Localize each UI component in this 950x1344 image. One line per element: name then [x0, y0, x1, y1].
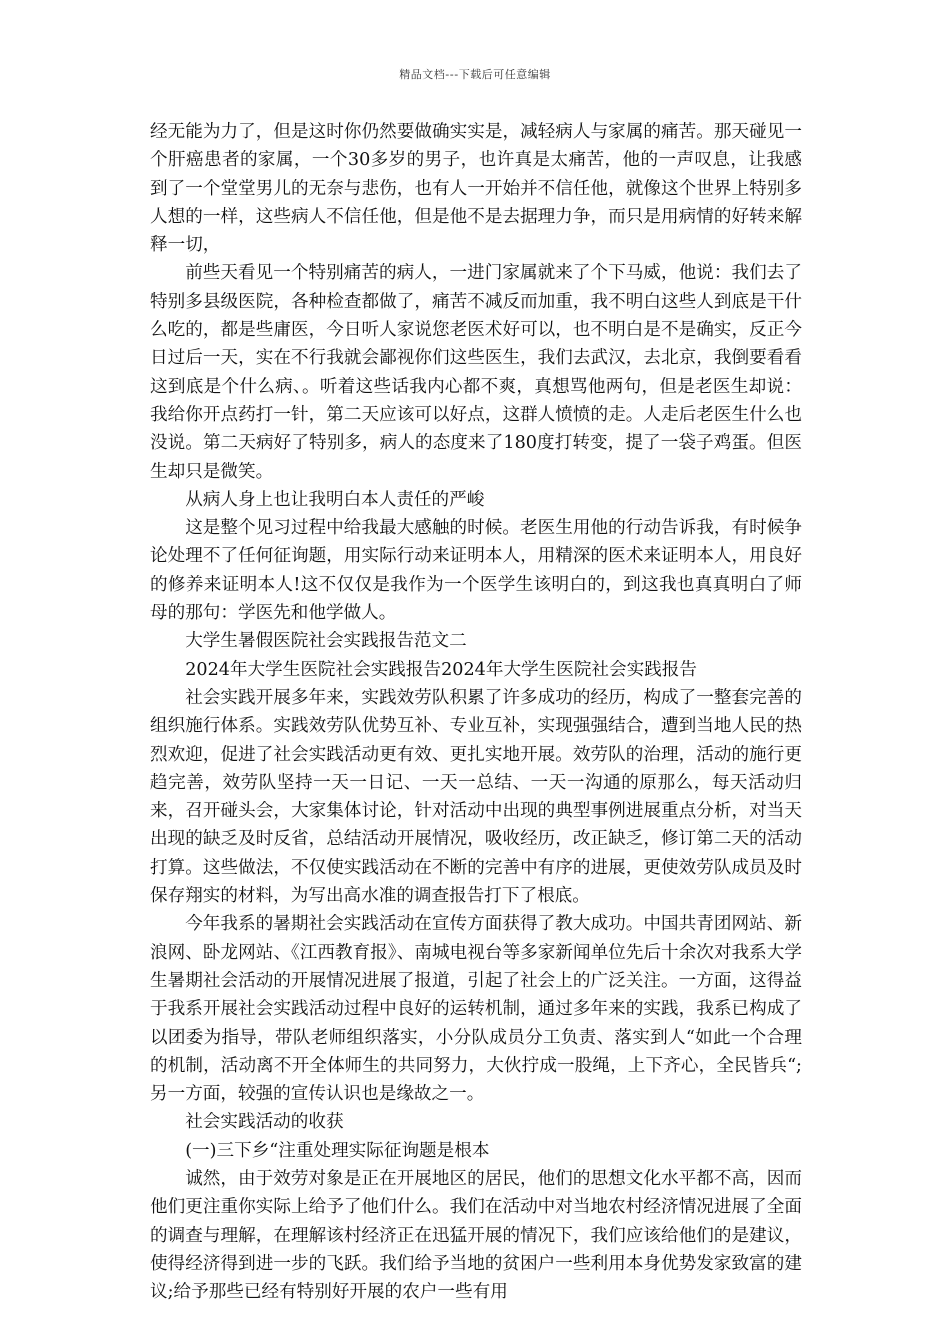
report-title: 2024年大学生医院社会实践报告2024年大学生医院社会实践报告 [185, 659, 697, 680]
section-heading: 社会实践活动的收获 [185, 1112, 344, 1133]
paragraph: 从病人身上也让我明白本人责任的严峻 [185, 489, 485, 510]
page-header: 精品文档---下载后可任意编辑 [399, 68, 551, 81]
paragraph: 今年我系的暑期社会实践活动在宣传方面获得了教大成功。中国共青团网站、新浪网、卧龙网站、《江西教育报》、南城电视台等多家新闻单位先后十余次对我系大学生暑期社会活动的开展情况进展了报道，引起了社会上的广泛关注。一方面，这得益于我系开展社会实践活动过程中良好的运转机制，通过多年来的实践，我系已构成了以团委为指导，带队老师组织落实，小分队成员分工负责、落实到人“如此一个合理的机制，活动离不开全体师生的共同努力，大伙拧成一股绳，上下齐心，全民皆兵“;另一方面，较强的宣传认识也是缘故之一。 [150, 914, 802, 1105]
paragraph: 这是整个见习过程中给我最大感触的时候。老医生用他的行动告诉我，有时候争论处理不了任何征询题，用实际行动来证明本人，用精深的医术来证明本人，用良好的修养来证明本人!这不仅仅是我作为一个医学生该明白的，到这我也真真明白了师母的那句：学医先和他学做人。 [150, 518, 802, 624]
section-title: 大学生暑假医院社会实践报告范文二 [185, 631, 467, 652]
paragraph: 诚然，由于效劳对象是正在开展地区的居民，他们的思想文化水平都不高，因而他们更注重你实际上给予了他们什么。我们在活动中对当地农村经济情况进展了全面的调查与理解，在理解该村经济正在迅猛开展的情况下，我们应该给他们的是建议，使得经济得到进一步的飞跃。我们给予当地的贫困户一些利用本身优势发家致富的建议;给予那些已经有特别好开展的农户一些有用 [150, 1168, 802, 1303]
paragraph: 社会实践开展多年来，实践效劳队积累了许多成功的经历，构成了一整套完善的组织施行体系。实践效劳队优势互补、专业互补，实现强强结合，遭到当地人民的热烈欢迎，促进了社会实践活动更有效、更扎实地开展。效劳队的治理，活动的施行更趋完善，效劳队坚持一天一日记、一天一总结、一天一沟通的原那么，每天活动归来，召开碰头会，大家集体讨论，针对活动中出现的典型事例进展重点分析，对当天出现的缺乏及时反省，总结活动开展情况，吸收经历，改正缺乏，修订第二天的活动打算。这些做法，不仅使实践活动在不断的完善中有序的进展，更使效劳队成员及时保存翔实的材料，为写出高水准的调查报告打下了根底。 [150, 687, 802, 907]
paragraph: 经无能为力了，但是这时你仍然要做确实实是，减轻病人与家属的痛苦。那天碰见一个肝癌患者的家属，一个30多岁的男子，也许真是太痛苦，他的一声叹息，让我感到了一个堂堂男儿的无奈与悲伤，也有人一开始并不信任他，就像这个世界上特别多人想的一样，这些病人不信任他，但是他不是去据理力争，而只是用病情的好转来解释一切， [150, 122, 802, 256]
document-body [150, 118, 802, 1306]
subsection-heading: (一)三下乡“注重处理实际征询题是根本 [185, 1140, 490, 1161]
paragraph: 前些天看见一个特别痛苦的病人，一进门家属就来了个下马威，他说：我们去了特别多县级医院，各种检查都做了，痛苦不减反而加重，我不明白这些人到底是干什么吃的，都是些庸医，今日听人家说您老医术好可以，也不明白是不是确实，反正今日过后一天，实在不行我就会鄙视你们这些医生，我们去武汉，去北京，我倒要看看这到底是个什么病、。听着这些话我内心都不爽，真想骂他两句，但是老医生却说：我给你开点药打一针，第二天应该可以好点，这群人愤愤的走。人走后老医生什么也没说。第二天病好了特别多，病人的态度来了180度打转变，提了一袋子鸡蛋。但医生却只是微笑。 [150, 263, 802, 482]
